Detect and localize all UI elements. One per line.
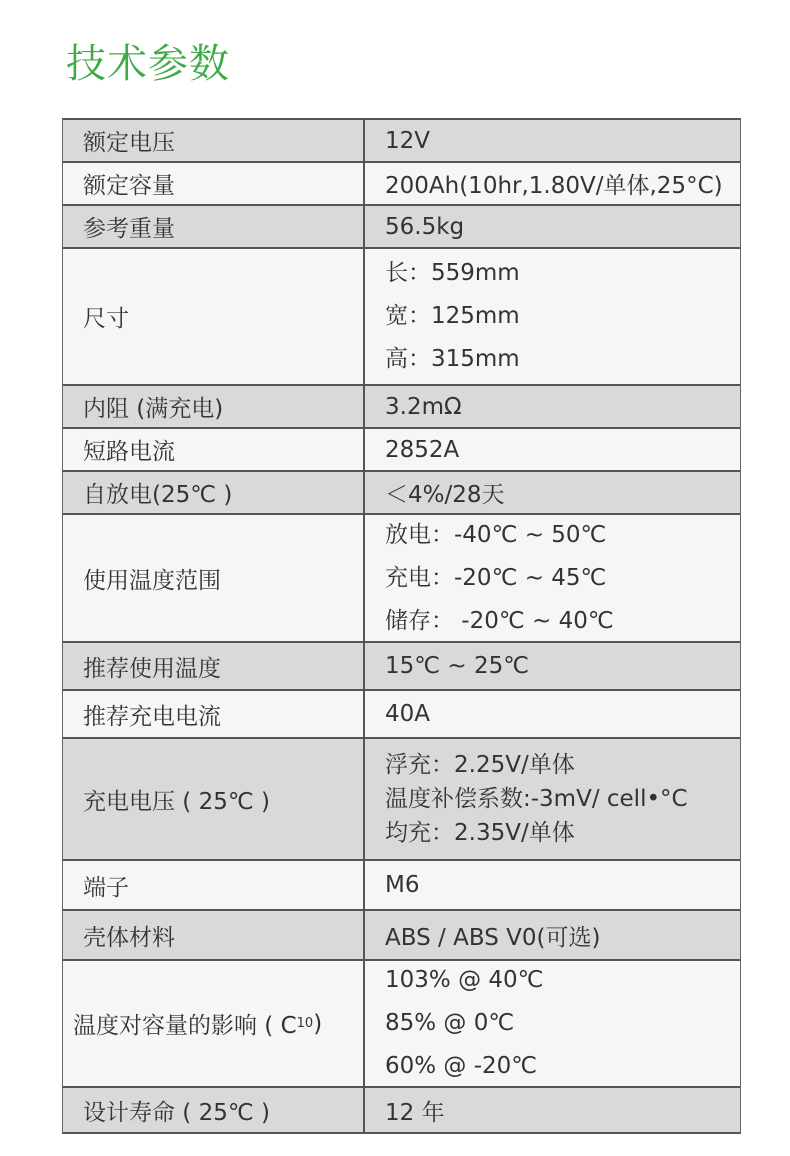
row-label-subscript: 10 [296, 1016, 314, 1031]
value-line: 12V [385, 127, 431, 154]
table-row [63, 249, 740, 386]
value-line: 长：559mm [385, 260, 520, 286]
value-line: 12 年 [385, 1099, 445, 1126]
value-line: 放电：-40℃ ~ 50℃ [385, 521, 607, 548]
row-value [365, 472, 740, 513]
value-line: 高：315mm [385, 346, 520, 372]
value-line: 浮充：2.25V/单体 [385, 752, 575, 778]
table-row [63, 961, 740, 1088]
row-label: 使用温度范围 [63, 515, 365, 641]
row-value [365, 120, 740, 161]
value-line: ABS / ABS V0(可选) [385, 924, 601, 951]
value-line: ＜4%/28天 [385, 482, 505, 508]
row-label: 参考重量 [63, 206, 365, 247]
table-row [63, 643, 740, 691]
row-label-end: ) [313, 1010, 323, 1037]
row-label: 端子 [63, 861, 365, 909]
row-value [365, 643, 740, 689]
value-line: M6 [385, 872, 420, 898]
table-row [63, 515, 740, 643]
row-value [365, 911, 740, 959]
row-label: 充电电压 ( 25℃ ) [63, 739, 365, 859]
row-label: 壳体材料 [63, 911, 365, 959]
table-row [63, 163, 740, 206]
row-value [365, 961, 740, 1086]
row-label: 内阻 (满充电) [63, 386, 365, 427]
row-label: 设计寿命 ( 25℃ ) [63, 1088, 365, 1132]
row-value [365, 163, 740, 204]
value-line: 103% @ 40℃ [385, 967, 544, 993]
spec-table [62, 118, 741, 1134]
table-row [63, 472, 740, 515]
row-value [365, 739, 740, 859]
row-label: 尺寸 [63, 249, 365, 384]
value-line: 充电：-20℃ ~ 45℃ [385, 564, 607, 591]
value-line: 3.2mΩ [385, 393, 462, 420]
value-line: 40A [385, 701, 431, 727]
table-row [63, 386, 740, 429]
row-label: 推荐使用温度 [63, 643, 365, 689]
row-value [365, 1088, 740, 1132]
table-row [63, 120, 740, 163]
page-title: 技术参数 [66, 41, 230, 87]
row-label: 额定电压 [63, 120, 365, 161]
row-value [365, 386, 740, 427]
row-value [365, 249, 740, 384]
row-label: 推荐充电电流 [63, 691, 365, 737]
row-value [365, 206, 740, 247]
value-line: 宽：125mm [385, 303, 520, 329]
table-row [63, 429, 740, 472]
row-value [365, 691, 740, 737]
value-line: 56.5kg [385, 213, 465, 240]
value-line: 60% @ -20℃ [385, 1053, 538, 1079]
row-value [365, 515, 740, 641]
value-line: 85% @ 0℃ [385, 1010, 515, 1036]
row-value [365, 429, 740, 470]
value-line: 2852A [385, 436, 460, 463]
value-line: 均充：2.35V/单体 [385, 820, 575, 846]
row-label: 短路电流 [63, 429, 365, 470]
table-row [63, 691, 740, 739]
table-row [63, 739, 740, 861]
row-label-main: 温度对容量的影响 ( C [73, 1013, 297, 1039]
row-value [365, 861, 740, 909]
table-row [63, 1088, 740, 1134]
row-label: 自放电(25℃ ) [63, 472, 365, 513]
value-line: 储存： -20℃ ~ 40℃ [385, 607, 614, 634]
value-line: 温度补偿系数:-3mV/ cell•°C [385, 786, 688, 812]
value-line: 15℃ ~ 25℃ [385, 653, 530, 679]
row-label: 额定容量 [63, 163, 365, 204]
table-row [63, 911, 740, 961]
table-row [63, 861, 740, 911]
row-label [63, 961, 365, 1086]
value-line: 200Ah(10hr,1.80V/单体,25°C) [385, 173, 723, 199]
table-row [63, 206, 740, 249]
